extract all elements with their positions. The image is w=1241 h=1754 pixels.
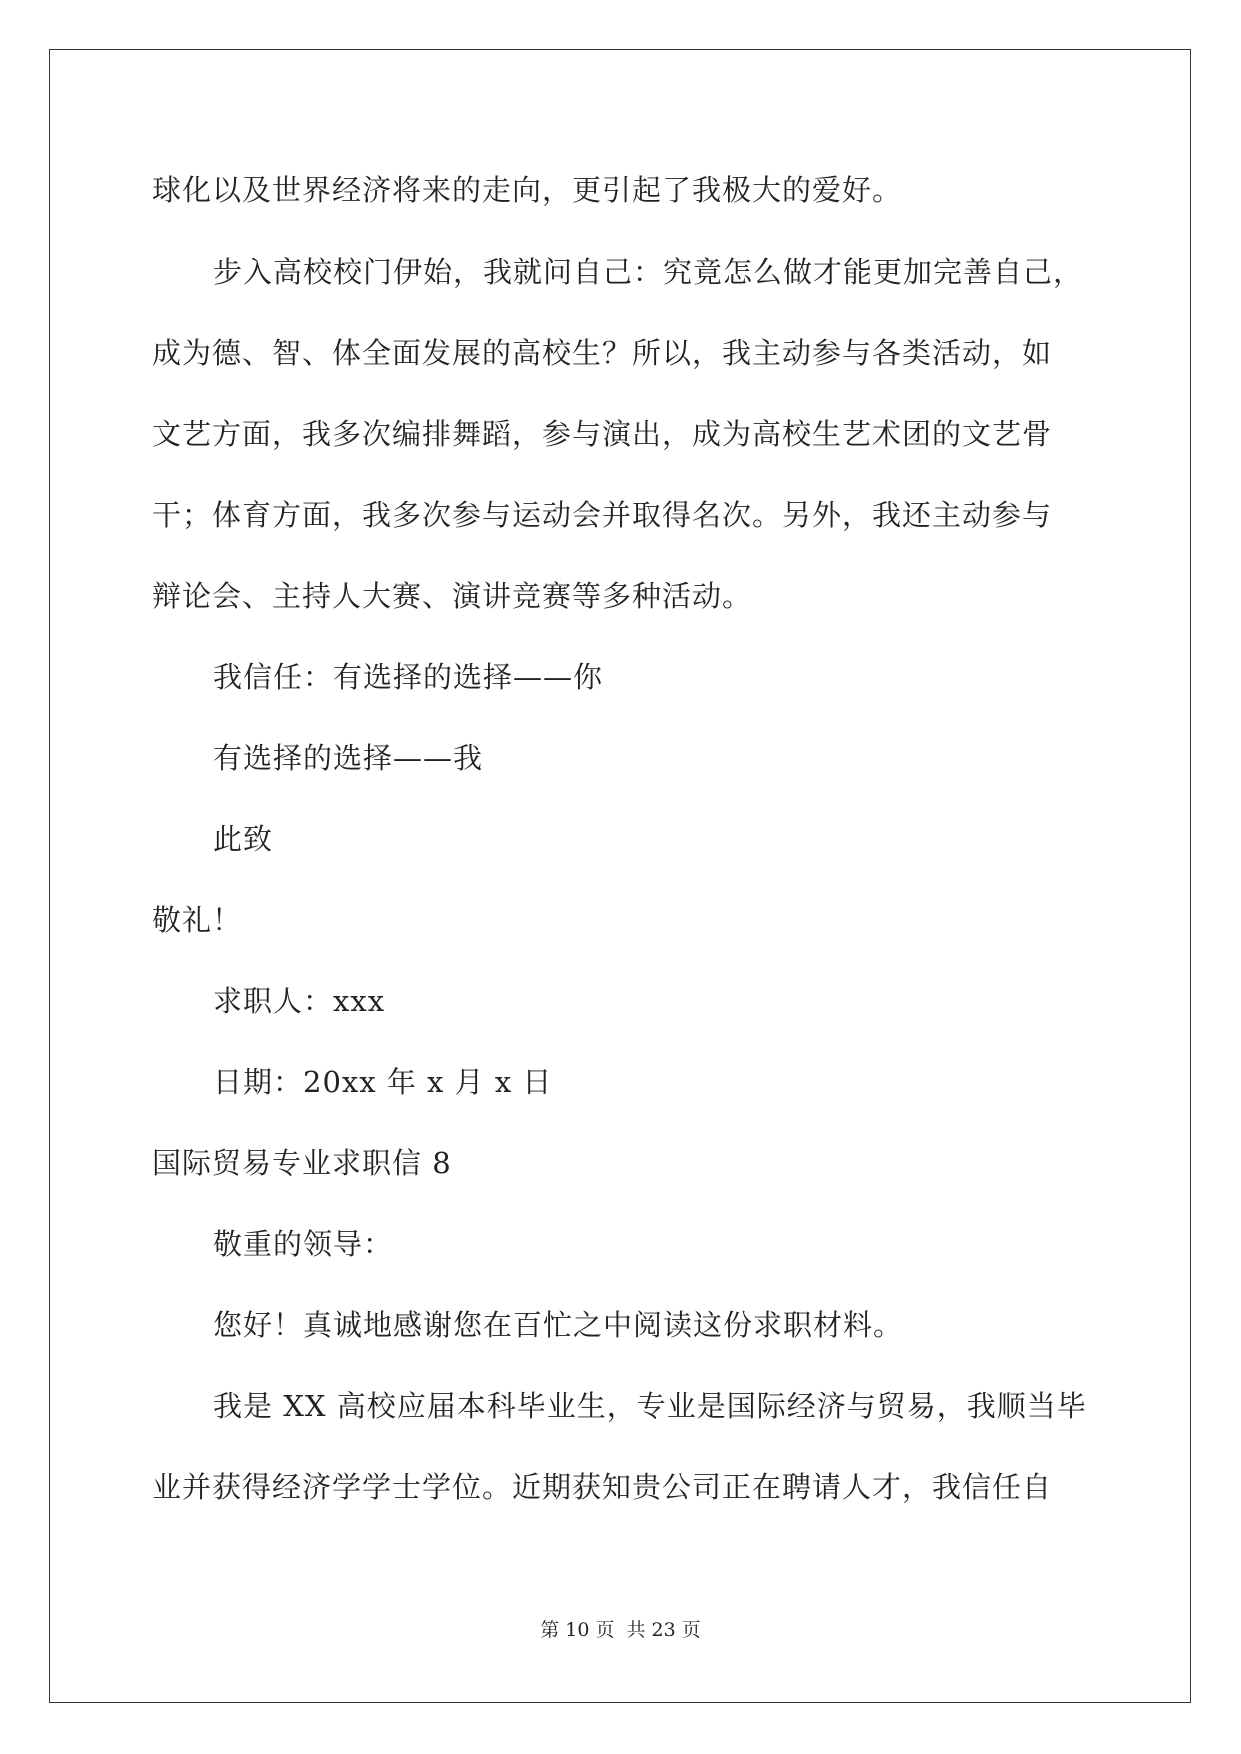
page-border [49,49,1191,1703]
text-line: 辩论会、主持人大赛、演讲竞赛等多种活动。 [152,579,753,613]
text-line: 我是 XX 高校应届本科毕业生，专业是国际经济与贸易，我顺当毕 [213,1389,1087,1423]
text-line: 敬重的领导： [213,1227,394,1261]
page-number: 第 10 页 [540,1619,615,1641]
text-line: 成为德、智、体全面发展的高校生？所以，我主动参与各类活动，如 [152,336,1053,370]
text-line: 此致 [213,822,274,856]
text-line: 敬礼！ [152,903,243,937]
text-line: 日期：20xx 年 x 月 x 日 [213,1065,553,1099]
text-line: 有选择的选择——我 [213,741,484,775]
page-total: 共 23 页 [626,1619,701,1641]
text-line: 文艺方面，我多次编排舞蹈，参与演出，成为高校生艺术团的文艺骨 [152,417,1053,451]
text-line: 干；体育方面，我多次参与运动会并取得名次。另外，我还主动参与 [152,498,1053,532]
text-line: 求职人：xxx [213,984,386,1018]
text-line: 球化以及世界经济将来的走向，更引起了我极大的爱好。 [152,173,903,207]
text-line: 您好！真诚地感谢您在百忙之中阅读这份求职材料。 [213,1308,904,1342]
text-line: 业并获得经济学学士学位。近期获知贵公司正在聘请人才，我信任自 [152,1470,1053,1504]
section-title: 国际贸易专业求职信 8 [152,1146,452,1180]
page-footer [0,1618,1241,1642]
text-line: 我信任：有选择的选择——你 [213,660,604,694]
text-line: 步入高校校门伊始，我就问自己：究竟怎么做才能更加完善自己， [213,255,1084,289]
